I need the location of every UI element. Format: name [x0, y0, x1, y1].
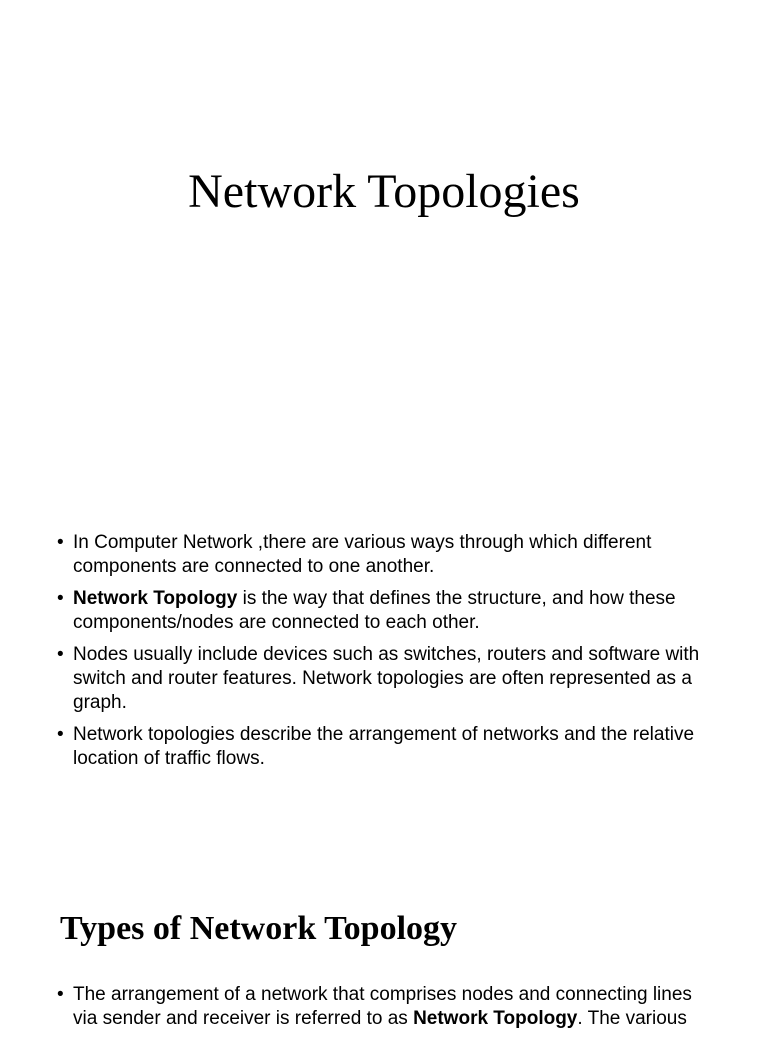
section-heading: Types of Network Topology	[60, 910, 458, 947]
bullet-bold-text: Network Topology	[413, 1008, 578, 1029]
bullet-text: Nodes usually include devices such as switches, routers and software with switch and router features. Network topologies are often represented as a graph.	[73, 644, 700, 713]
bullet-item	[57, 587, 717, 635]
title-slide	[0, 0, 768, 480]
bullet-text: is the way that defines the structure, and how these components/nodes are connected to each other.	[73, 588, 676, 633]
slide-title: Network Topologies	[188, 165, 580, 218]
bullet-text: The arrangement of a network that comprises nodes and connecting lines via sender and receiver is referred to as	[73, 984, 692, 1029]
bullet-bold-text: Network Topology	[73, 588, 238, 609]
bullet-text: In Computer Network ,there are various ways through which different components are connected to one another.	[73, 532, 652, 577]
bullet-text: . The various	[577, 1008, 687, 1029]
bullet-item	[57, 723, 717, 771]
bullet-item	[57, 531, 717, 579]
bullet-text: Network topologies describe the arrangement of networks and the relative location of traffic flows.	[73, 724, 695, 769]
bullet-list	[57, 983, 717, 1039]
bullet-list	[57, 531, 717, 779]
bullet-item	[57, 643, 717, 715]
